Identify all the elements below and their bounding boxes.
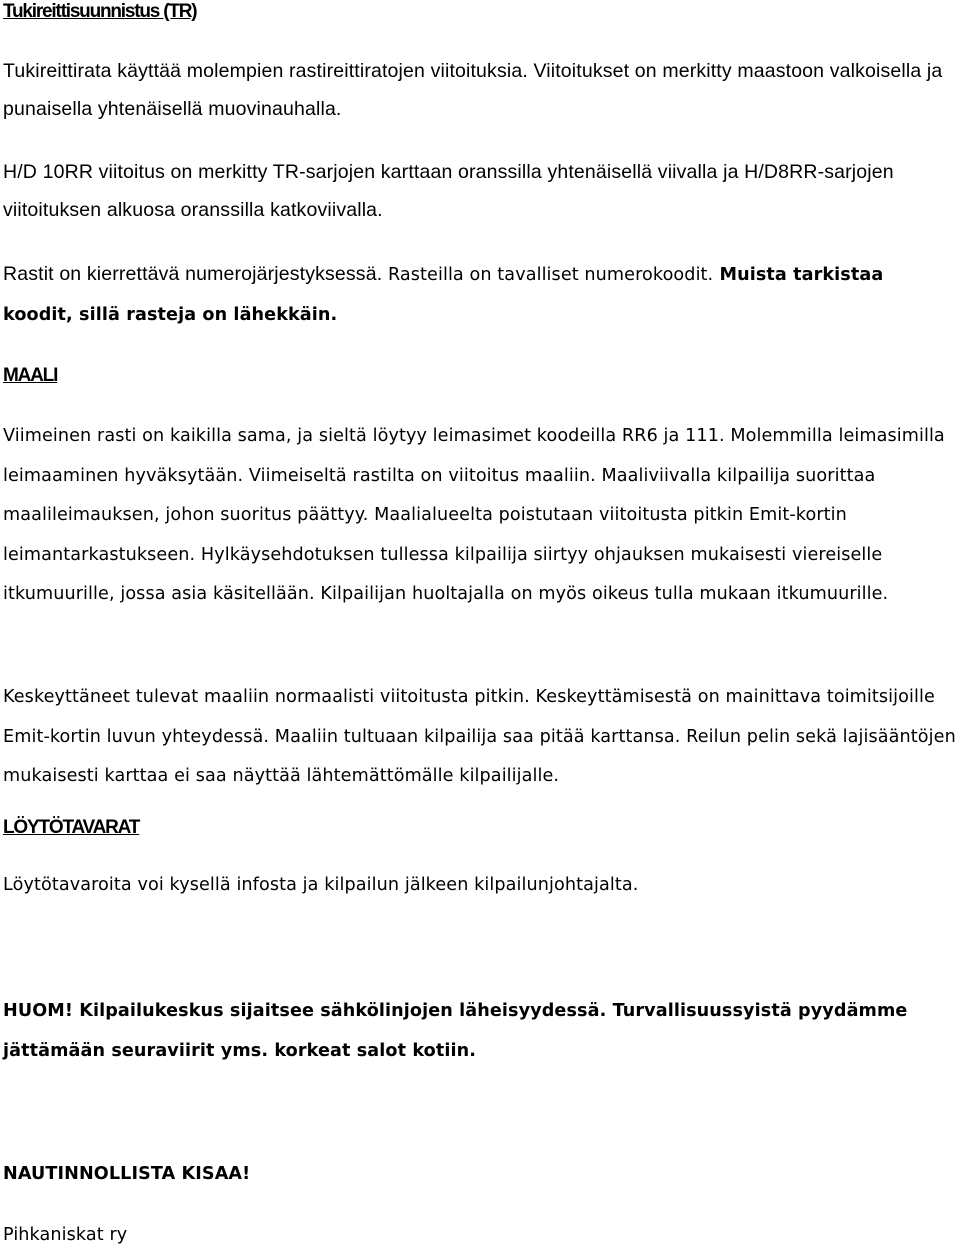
text-rastit-warning: Muista tarkistaa koodit, sillä rasteja on lähekkäin. (3, 265, 884, 325)
text-rastit-codes: Rasteilla on tavalliset numerokoodit. (382, 265, 714, 285)
closing-cheer: NAUTINNOLLISTA KISAA! (3, 1164, 251, 1184)
paragraph-tukireitti-1: Tukireittirata käyttää molempien rastireittiratojen viitoituksia. Viitoitukset on merkitty maastoon valkoisella ja punaisella yhtenäisellä muovinauhalla. (3, 60, 943, 120)
section-heading-loytotavarat: LÖYTÖTAVARAT (3, 817, 140, 838)
paragraph-maali-2: Keskeyttäneet tulevat maaliin normaalisti viitoitusta pitkin. Keskeyttämisestä on mainittava toimitsijoille Emit-kortin luvun yhteydessä. Maaliin tultuaan kilpailija saa pitää karttansa. Reilun pelin sekä lajisääntöjen mukaisesti karttaa ei saa näyttää lähtemättömälle kilpailijalle. (3, 687, 956, 787)
signature: Pihkaniskat ry (3, 1225, 128, 1245)
paragraph-loytotavarat: Löytötavaroita voi kysellä infosta ja kilpailun jälkeen kilpailunjohtajalta. (3, 875, 639, 895)
paragraph-tukireitti-2: H/D 10RR viitoitus on merkitty TR-sarjojen karttaan oranssilla yhtenäisellä viivalla ja H/D8RR-sarjojen viitoituksen alkuosa oranssilla katkoviivalla. (3, 161, 894, 221)
section-heading-maali: MAALI (3, 365, 58, 386)
paragraph-tukireitti-3 (3, 256, 958, 335)
paragraph-maali-1: Viimeinen rasti on kaikilla sama, ja sieltä löytyy leimasimet koodeilla RR6 ja 111. Molemmilla leimasimilla leimaaminen hyväksytään. Viimeiseltä rastilta on viitoitus maaliin. Maaliviivalla kilpailija suorittaa maalileimauksen, johon suoritus päättyy. Maalialueelta poistutaan viitoitusta pitkin Emit-kortin leimantarkastukseen. Hylkäysehdotuksen tullessa kilpailija siirtyy ohjauksen mukaisesti viereiselle itkumuurille, jossa asia käsitellään. Kilpailijan huoltajalla on myös oikeus tulla mukaan itkumuurille. (3, 426, 945, 605)
text-rastit-order: Rastit on kierrettävä numerojärjestyksessä. (3, 263, 383, 285)
section-heading-tukireitti: Tukireittisuunnistus (TR) (3, 1, 197, 22)
notice-huom: HUOM! Kilpailukeskus sijaitsee sähkölinjojen läheisyydessä. Turvallisuussyistä pyydämme jättämään seuraviirit yms. korkeat salot kotiin. (3, 1001, 908, 1061)
